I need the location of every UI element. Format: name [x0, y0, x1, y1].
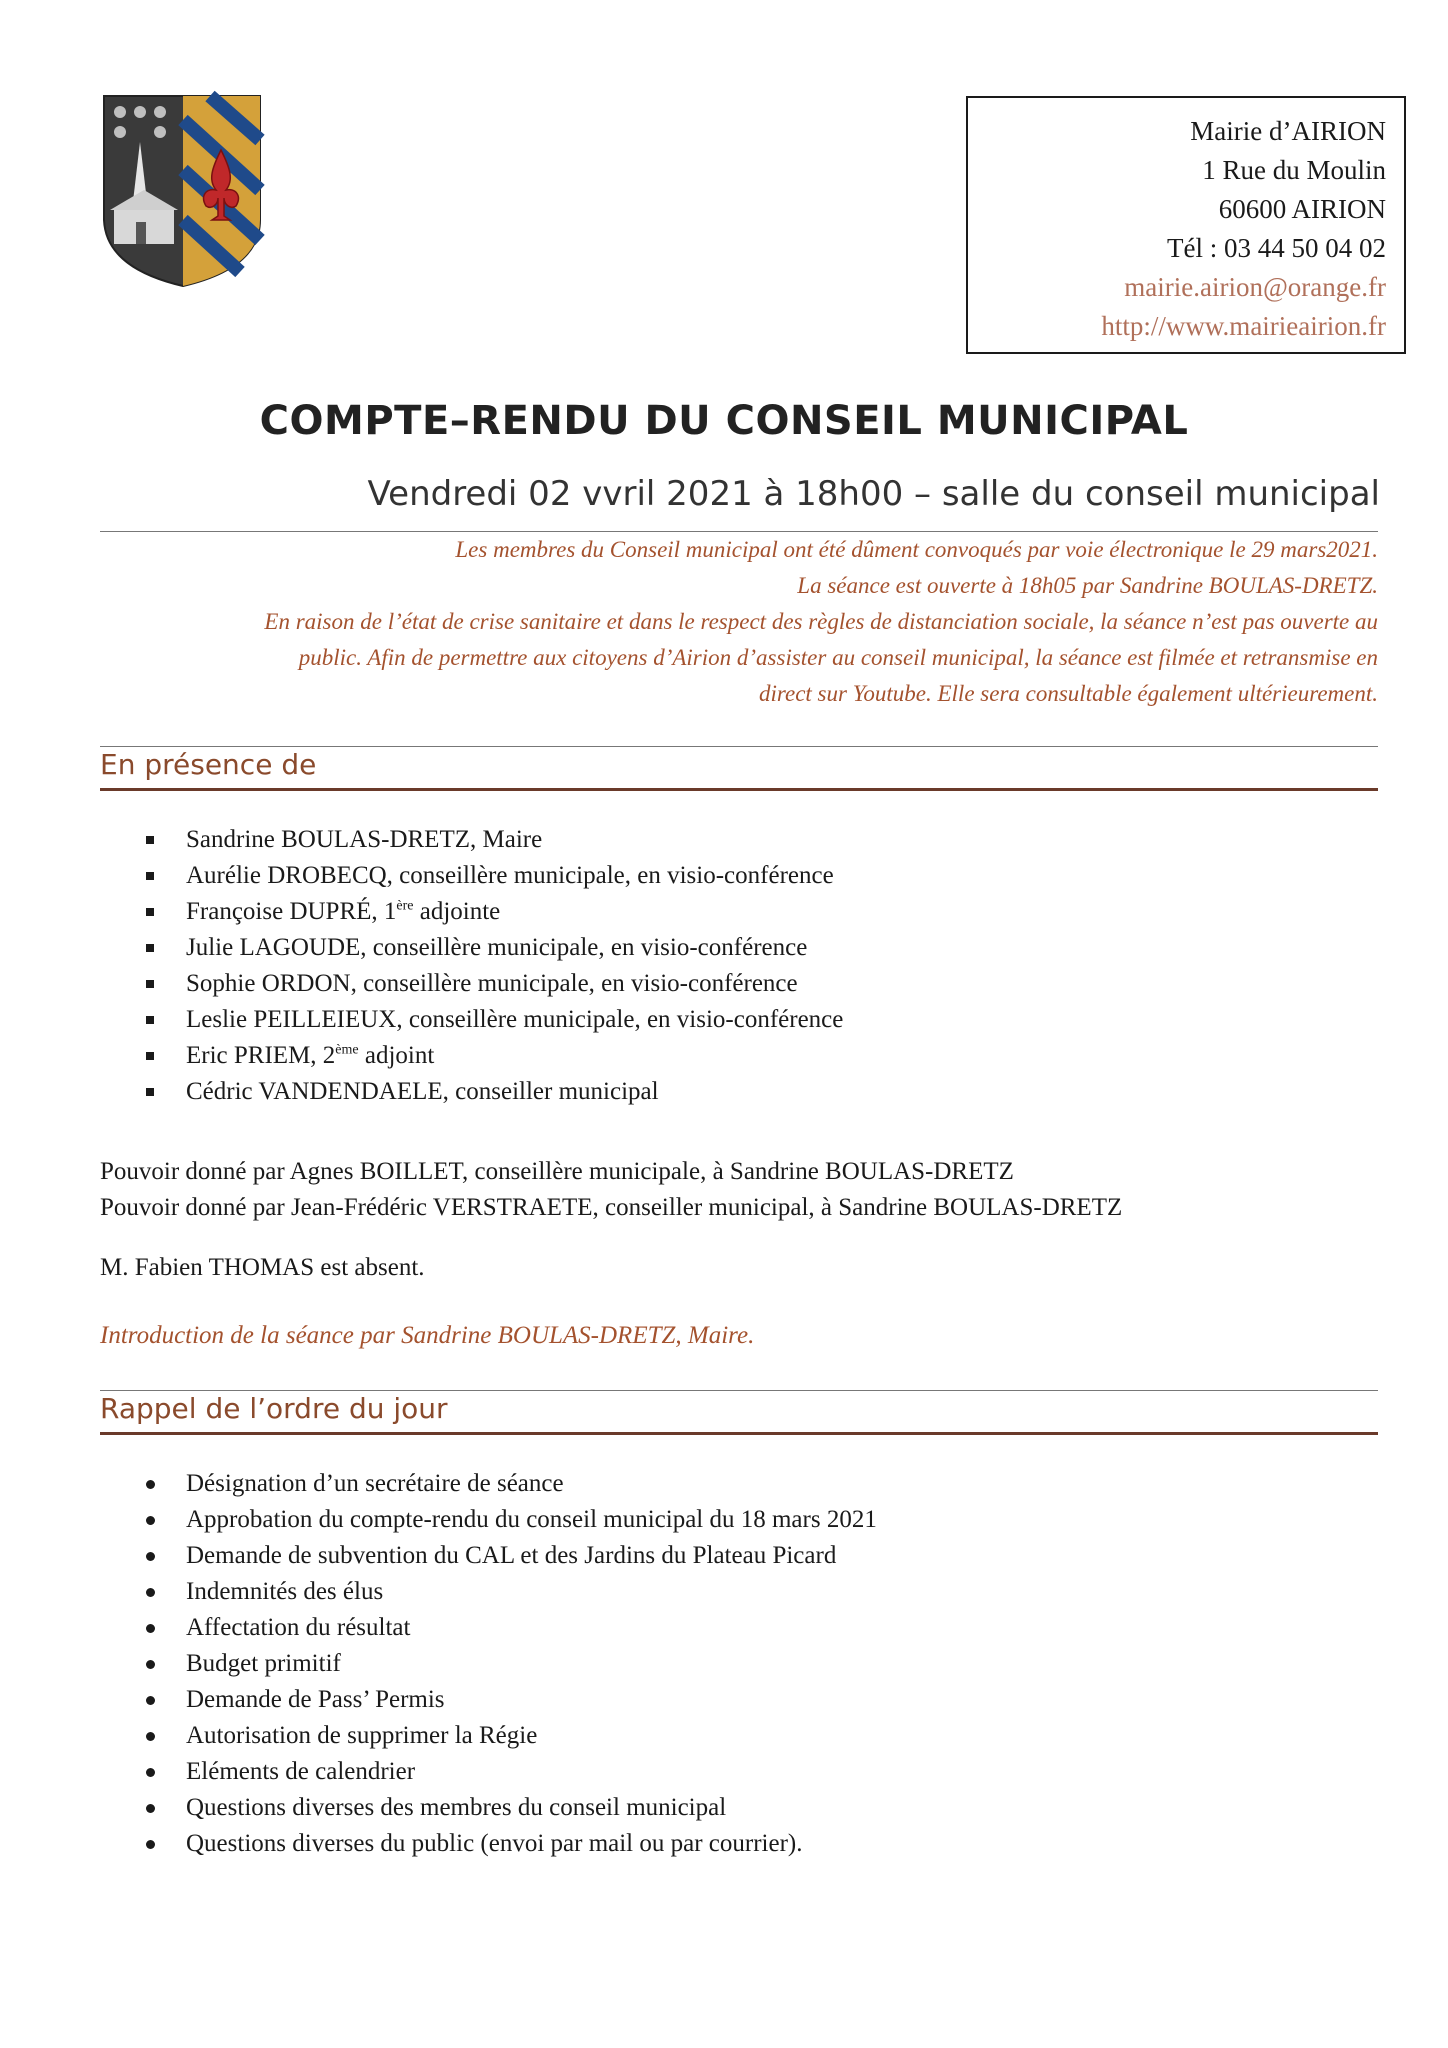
list-item: Françoise DUPRÉ, 1ère adjointe [146, 894, 843, 930]
agenda-item: Demande de Pass’ Permis [146, 1682, 877, 1718]
agenda-item: Indemnités des élus [146, 1574, 877, 1610]
intro-line: public. Afin de permettre aux citoyens d’Airion d’assister au conseil municipal, la séance est filmée et retransmise en [298, 645, 1378, 670]
absent-note: M. Fabien THOMAS est absent. [100, 1254, 425, 1281]
section-heading-agenda: Rappel de l’ordre du jour [100, 1392, 448, 1425]
divider [100, 746, 1378, 747]
proxy-line: Pouvoir donné par Agnes BOILLET, conseillère municipale, à Sandrine BOULAS-DRETZ [100, 1158, 1014, 1185]
intro-line: direct sur Youtube. Elle sera consultable également ultérieurement. [759, 681, 1378, 706]
agenda-item: Autorisation de supprimer la Régie [146, 1718, 877, 1754]
introduction-note: Introduction de la séance par Sandrine BOULAS-DRETZ, Maire. [100, 1322, 755, 1349]
section-underline [100, 788, 1378, 791]
agenda-item: Eléments de calendrier [146, 1754, 877, 1790]
list-item: Leslie PEILLEIEUX, conseillère municipale, en visio-conférence [146, 1002, 843, 1038]
list-item: Sophie ORDON, conseillère municipale, en visio-conférence [146, 966, 843, 1002]
address-street: 1 Rue du Moulin [1202, 155, 1386, 185]
list-item: Eric PRIEM, 2ème adjoint [146, 1038, 843, 1074]
intro-line: Les membres du Conseil municipal ont été dûment convoqués par voie électronique le 29 mars2021. [455, 537, 1378, 562]
intro-paragraph [100, 532, 1378, 712]
list-item: Sandrine BOULAS-DRETZ, Maire [146, 822, 843, 858]
page-title: COMPTE–RENDU DU CONSEIL MUNICIPAL [259, 398, 1189, 444]
coat-of-arms [100, 90, 266, 290]
divider [100, 1390, 1378, 1391]
agenda-item: Approbation du compte-rendu du conseil municipal du 18 mars 2021 [146, 1502, 877, 1538]
intro-line: En raison de l’état de crise sanitaire et dans le respect des règles de distanciation sociale, la séance n’est pas ouverte au [264, 609, 1378, 634]
list-item: Julie LAGOUDE, conseillère municipale, en visio-conférence [146, 930, 843, 966]
section-underline [100, 1432, 1378, 1435]
address-box [966, 96, 1406, 354]
address-email-link[interactable]: mairie.airion@orange.fr [1124, 272, 1386, 302]
proxy-paragraph [100, 1154, 1122, 1226]
list-item: Cédric VANDENDAELE, conseiller municipal [146, 1074, 843, 1110]
address-website-link[interactable]: http://www.mairieairion.fr [1101, 311, 1386, 341]
intro-line: La séance est ouverte à 18h05 par Sandrine BOULAS-DRETZ. [797, 573, 1378, 598]
coat-of-arms-icon [100, 90, 266, 290]
address-name: Mairie d’AIRION [1190, 116, 1386, 146]
section-heading-presence: En présence de [100, 748, 317, 781]
address-phone: Tél : 03 44 50 04 02 [1167, 233, 1386, 263]
agenda-item: Affectation du résultat [146, 1610, 877, 1646]
agenda-item: Questions diverses du public (envoi par mail ou par courrier). [146, 1826, 877, 1862]
agenda-list [146, 1466, 877, 1862]
presence-list [146, 822, 843, 1110]
agenda-item: Demande de subvention du CAL et des Jardins du Plateau Picard [146, 1538, 877, 1574]
page-subtitle: Vendredi 02 vvril 2021 à 18h00 – salle du conseil municipal [367, 474, 1380, 514]
agenda-item: Budget primitif [146, 1646, 877, 1682]
list-item: Aurélie DROBECQ, conseillère municipale, en visio-conférence [146, 858, 843, 894]
address-city: 60600 AIRION [1218, 194, 1386, 224]
proxy-line: Pouvoir donné par Jean-Frédéric VERSTRAETE, conseiller municipal, à Sandrine BOULAS-DRETZ [100, 1194, 1123, 1221]
agenda-item: Désignation d’un secrétaire de séance [146, 1466, 877, 1502]
agenda-item: Questions diverses des membres du conseil municipal [146, 1790, 877, 1826]
